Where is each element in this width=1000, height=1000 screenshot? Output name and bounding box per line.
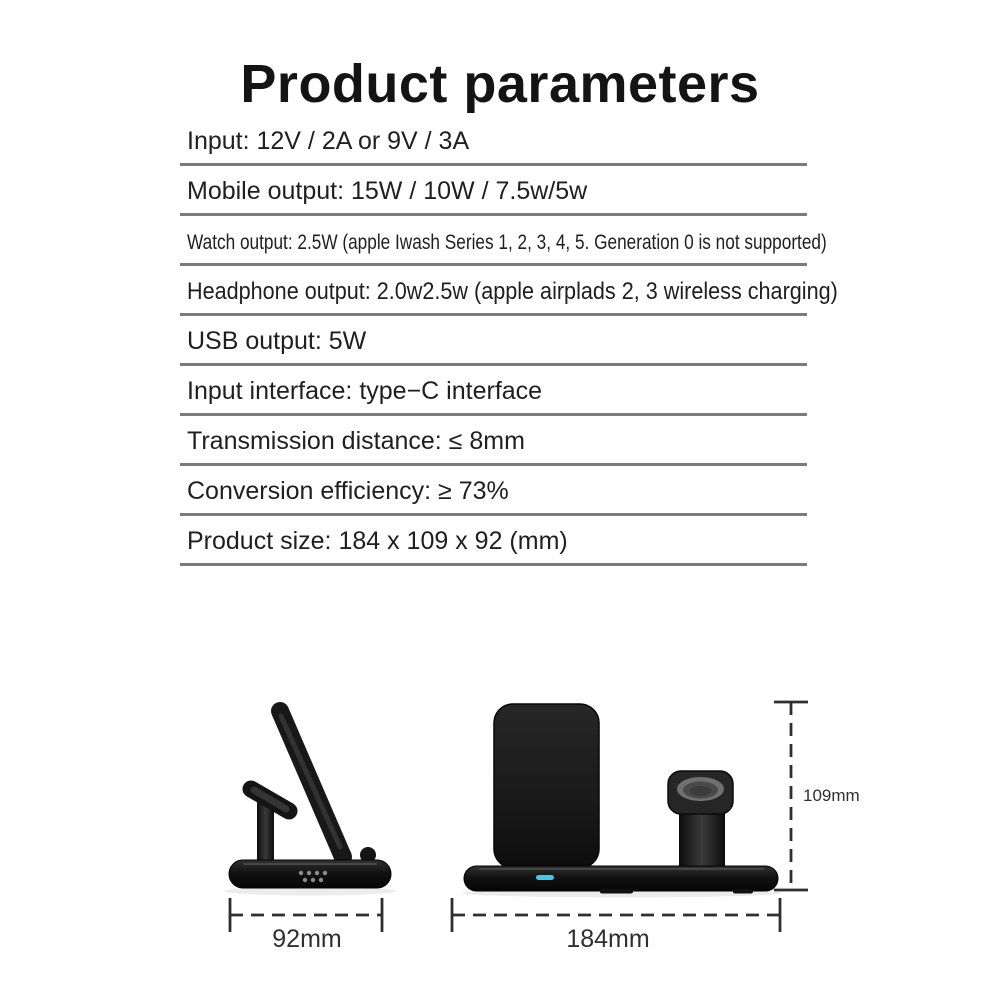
watch-arm-post: [257, 802, 274, 866]
spec-text-headphone-output: Headphone output: 2.0w2.5w (apple airplads 2, 3 wireless charging): [187, 278, 838, 305]
spec-text-mobile-output: Mobile output: 15W / 10W / 7.5w/5w: [187, 177, 588, 205]
divider: [180, 463, 807, 466]
led-indicator: [536, 875, 554, 880]
spec-row: [180, 127, 807, 177]
divider: [180, 413, 807, 416]
front-base-foot-left: [600, 889, 633, 894]
page-title: Product parameters: [240, 54, 760, 115]
phone-charging-pad: [494, 704, 599, 868]
spec-row: [180, 327, 807, 377]
dim-label-92mm: 92mm: [272, 925, 342, 953]
divider: [180, 263, 807, 266]
divider: [180, 513, 807, 516]
divider: [180, 363, 807, 366]
divider: [180, 163, 807, 166]
spec-text-transmission-distance: Transmission distance: ≤ 8mm: [187, 427, 525, 455]
charger-front-view: [462, 704, 782, 898]
divider: [180, 313, 807, 316]
front-base-foot-right: [733, 889, 753, 894]
spec-text-usb-output: USB output: 5W: [187, 327, 367, 355]
divider: [180, 563, 807, 566]
spec-row: [180, 177, 807, 227]
spec-row: [180, 227, 827, 277]
spec-row: [180, 377, 807, 427]
watch-charger: [668, 771, 733, 868]
divider: [180, 213, 807, 216]
spec-row: [180, 277, 838, 327]
watch-charger-face-center: [690, 786, 712, 796]
dim-label-109mm: 109mm: [803, 786, 860, 805]
spec-text-conversion-efficiency: Conversion efficiency: ≥ 73%: [187, 477, 509, 505]
dim-label-184mm: 184mm: [566, 925, 650, 953]
spec-text-input-interface: Input interface: type−C interface: [187, 377, 543, 405]
spec-row: [180, 477, 807, 527]
spec-text-product-size: Product size: 184 x 109 x 92 (mm): [187, 527, 568, 555]
spec-row: [180, 427, 807, 477]
spec-text-watch-output: Watch output: 2.5W (apple Iwash Series 1, 2, 3, 4, 5. Generation 0 is not supported): [187, 231, 827, 254]
spec-text-input: Input: 12V / 2A or 9V / 3A: [187, 127, 470, 155]
spec-list: [180, 127, 838, 577]
phone-stand-arm-highlight: [281, 716, 340, 847]
spec-row: [180, 527, 807, 577]
charger-side-view: [224, 711, 396, 896]
product-dimension-diagram: [0, 690, 1000, 990]
